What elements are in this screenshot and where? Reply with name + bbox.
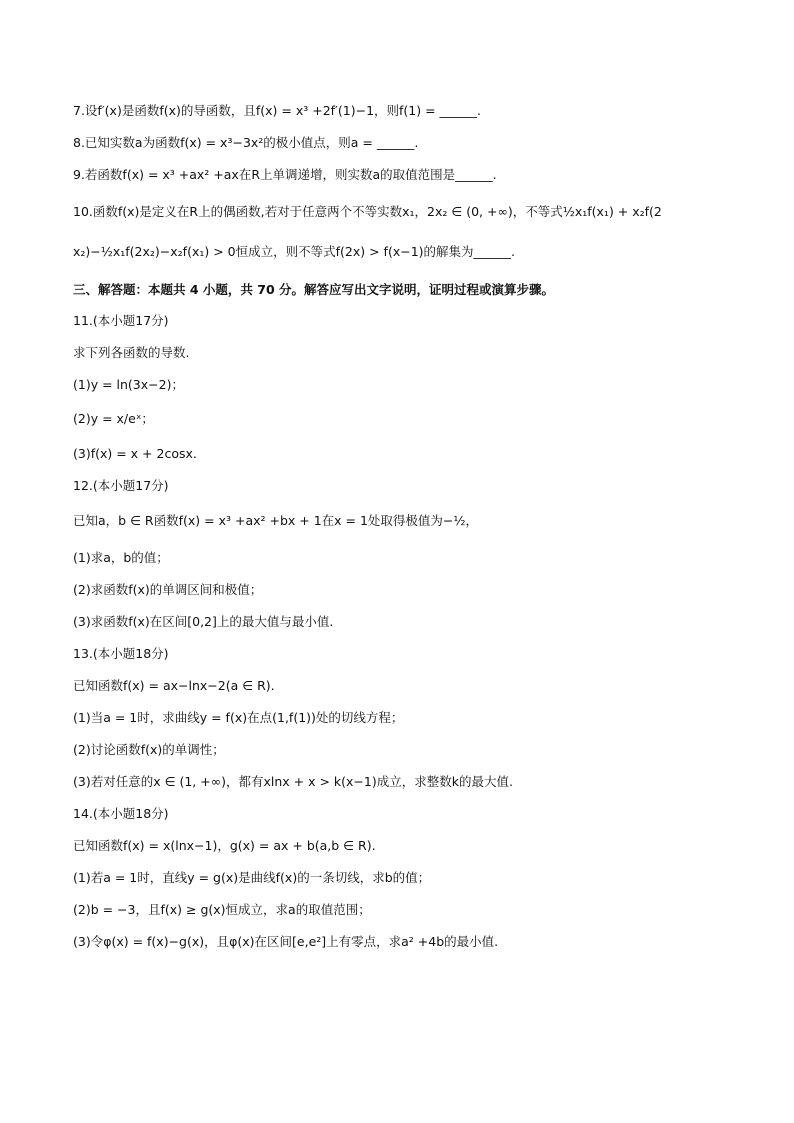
question-14-part-1: (1)若a = 1时，直线y = g(x)是曲线f(x)的一条切线，求b的值； bbox=[73, 870, 431, 885]
question-11-prompt: 求下列各函数的导数. bbox=[73, 345, 190, 360]
question-12-header: 12.(本小题17分) bbox=[73, 478, 169, 493]
question-8: 8.已知实数a为函数f(x) = x³−3x²的极小值点，则a = ______. bbox=[73, 135, 419, 150]
section-heading: 三、解答题：本题共 4 小题，共 70 分。解答应写出文字说明，证明过程或演算步骤。 bbox=[73, 282, 555, 297]
question-11-part-3: (3)f(x) = x + 2cosx. bbox=[73, 446, 197, 461]
question-13-header: 13.(本小题18分) bbox=[73, 646, 169, 661]
question-11-part-2: (2)y = x/eˣ； bbox=[73, 411, 154, 426]
question-13-prompt: 已知函数f(x) = ax−lnx−2(a ∈ R). bbox=[73, 678, 275, 693]
question-13-part-1: (1)当a = 1时，求曲线y = f(x)在点(1,f(1))处的切线方程； bbox=[73, 710, 404, 725]
question-13-part-3: (3)若对任意的x ∈ (1, +∞)，都有xlnx + x > k(x−1)成立，求整数k的最大值. bbox=[73, 774, 513, 789]
question-9: 9.若函数f(x) = x³ +ax² +ax在R上单调递增，则实数a的取值范围是______. bbox=[73, 167, 497, 182]
question-12-prompt: 已知a，b ∈ R函数f(x) = x³ +ax² +bx + 1在x = 1处取得极值为−½， bbox=[73, 513, 479, 528]
question-14-header: 14.(本小题18分) bbox=[73, 806, 169, 821]
question-10-line-1: 10.函数f(x)是定义在R上的偶函数,若对于任意两个不等实数x₁，2x₂ ∈ (0, +∞)，不等式½x₁f(x₁) + x₂f(2 bbox=[73, 204, 662, 219]
question-14-prompt: 已知函数f(x) = x(lnx−1)，g(x) = ax + b(a,b ∈ R). bbox=[73, 838, 376, 853]
question-14-part-2: (2)b = −3，且f(x) ≥ g(x)恒成立，求a的取值范围； bbox=[73, 902, 371, 917]
question-12-part-2: (2)求函数f(x)的单调区间和极值； bbox=[73, 582, 263, 597]
question-10-line-2: x₂)−½x₁f(2x₂)−x₂f(x₁) > 0恒成立，则不等式f(2x) > f(x−1)的解集为______. bbox=[73, 244, 515, 259]
question-11-part-1: (1)y = ln(3x−2)； bbox=[73, 377, 184, 392]
question-7: 7.设f′(x)是函数f(x)的导函数，且f(x) = x³ +2f′(1)−1，则f(1) = ______. bbox=[73, 103, 482, 118]
question-14-part-3: (3)令φ(x) = f(x)−g(x)，且φ(x)在区间[e,e²]上有零点，求a² +4b的最小值. bbox=[73, 934, 499, 949]
question-12-part-3: (3)求函数f(x)在区间[0,2]上的最大值与最小值. bbox=[73, 614, 334, 629]
question-12-part-1: (1)求a，b的值； bbox=[73, 550, 169, 565]
question-13-part-2: (2)讨论函数f(x)的单调性； bbox=[73, 742, 225, 757]
question-11-header: 11.(本小题17分) bbox=[73, 313, 169, 328]
